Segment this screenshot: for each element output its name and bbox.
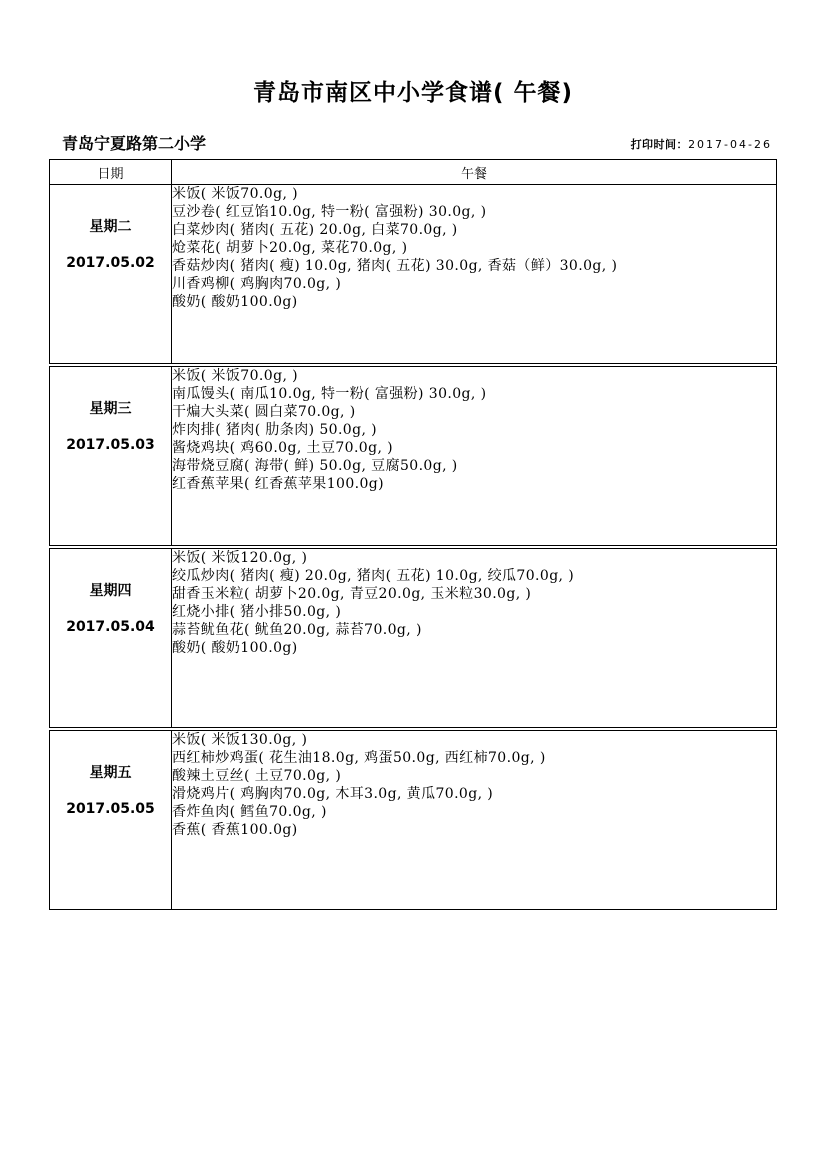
dish-item: 绞瓜炒肉( 猪肉( 瘦) 20.0g, 猪肉( 五花) 10.0g, 绞瓜70.0g, ): [172, 568, 575, 584]
print-time-label: 打印时间：: [630, 138, 689, 151]
date-label: 2017.05.05: [66, 801, 155, 817]
dish-item: 米饭( 米饭120.0g, ): [172, 550, 308, 566]
date-cell: [50, 185, 172, 364]
dish-list: [172, 367, 777, 546]
date-cell: [50, 549, 172, 728]
school-name: 青岛宁夏路第二小学: [62, 134, 207, 153]
dish-item: 香蕉( 香蕉100.0g): [172, 822, 298, 838]
day-row: [50, 185, 777, 364]
dish-item: 米饭( 米饭70.0g, ): [172, 368, 299, 384]
date-label: 2017.05.02: [66, 255, 155, 271]
dish-item: 炝菜花( 胡萝卜20.0g, 菜花70.0g, ): [172, 240, 408, 256]
dish-item: 干煸大头菜( 圆白菜70.0g, ): [172, 404, 356, 420]
dish-item: 酸辣土豆丝( 土豆70.0g, ): [172, 768, 342, 784]
dish-item: 红香蕉苹果( 红香蕉苹果100.0g): [172, 476, 385, 492]
dish-list: [172, 185, 777, 364]
dish-item: 米饭( 米饭130.0g, ): [172, 732, 308, 748]
dish-list: [172, 549, 777, 728]
page-title: 青岛市南区中小学食谱( 午餐): [252, 80, 574, 106]
dish-item: 豆沙卷( 红豆馅10.0g, 特一粉( 富强粉) 30.0g, ): [172, 204, 487, 220]
date-cell: [50, 367, 172, 546]
dish-item: 白菜炒肉( 猪肉( 五花) 20.0g, 白菜70.0g, ): [172, 222, 458, 238]
weekday-label: 星期三: [89, 401, 132, 417]
weekday-label: 星期二: [89, 219, 132, 235]
day-row: [50, 367, 777, 546]
dish-item: 红烧小排( 猪小排50.0g, ): [172, 604, 342, 620]
menu-body: [50, 185, 777, 910]
dish-item: 西红柿炒鸡蛋( 花生油18.0g, 鸡蛋50.0g, 西红柿70.0g, ): [172, 750, 546, 766]
print-time: [560, 136, 772, 152]
menu-table: [49, 159, 777, 910]
column-header-date: 日期: [50, 160, 172, 185]
day-row: [50, 549, 777, 728]
dish-item: 香炸鱼肉( 鳕鱼70.0g, ): [172, 804, 327, 820]
date-label: 2017.05.04: [66, 619, 155, 635]
dish-item: 滑烧鸡片( 鸡胸肉70.0g, 木耳3.0g, 黄瓜70.0g, ): [172, 786, 494, 802]
column-header-lunch: 午餐: [172, 160, 777, 185]
dish-item: 香菇炒肉( 猪肉( 瘦) 10.0g, 猪肉( 五花) 30.0g, 香菇（鲜）30.0g, ): [172, 258, 618, 274]
dish-item: 酸奶( 酸奶100.0g): [172, 640, 298, 656]
date-cell: [50, 731, 172, 910]
weekday-label: 星期四: [89, 583, 132, 599]
dish-item: 酱烧鸡块( 鸡60.0g, 土豆70.0g, ): [172, 440, 394, 456]
date-label: 2017.05.03: [66, 437, 155, 453]
dish-item: 海带烧豆腐( 海带( 鲜) 50.0g, 豆腐50.0g, ): [172, 458, 458, 474]
dish-item: 炸肉排( 猪肉( 肋条肉) 50.0g, ): [172, 422, 378, 438]
dish-item: 酸奶( 酸奶100.0g): [172, 294, 298, 310]
header-row: [50, 160, 777, 185]
print-time-date: 2017-04-26: [688, 138, 772, 151]
weekday-label: 星期五: [89, 765, 132, 781]
dish-item: 米饭( 米饭70.0g, ): [172, 186, 299, 202]
dish-item: 蒜苔鱿鱼花( 鱿鱼20.0g, 蒜苔70.0g, ): [172, 622, 422, 638]
dish-item: 川香鸡柳( 鸡胸肉70.0g, ): [172, 276, 342, 292]
dish-item: 甜香玉米粒( 胡萝卜20.0g, 青豆20.0g, 玉米粒30.0g, ): [172, 586, 532, 602]
dish-list: [172, 731, 777, 910]
dish-item: 南瓜馒头( 南瓜10.0g, 特一粉( 富强粉) 30.0g, ): [172, 386, 487, 402]
day-row: [50, 731, 777, 910]
